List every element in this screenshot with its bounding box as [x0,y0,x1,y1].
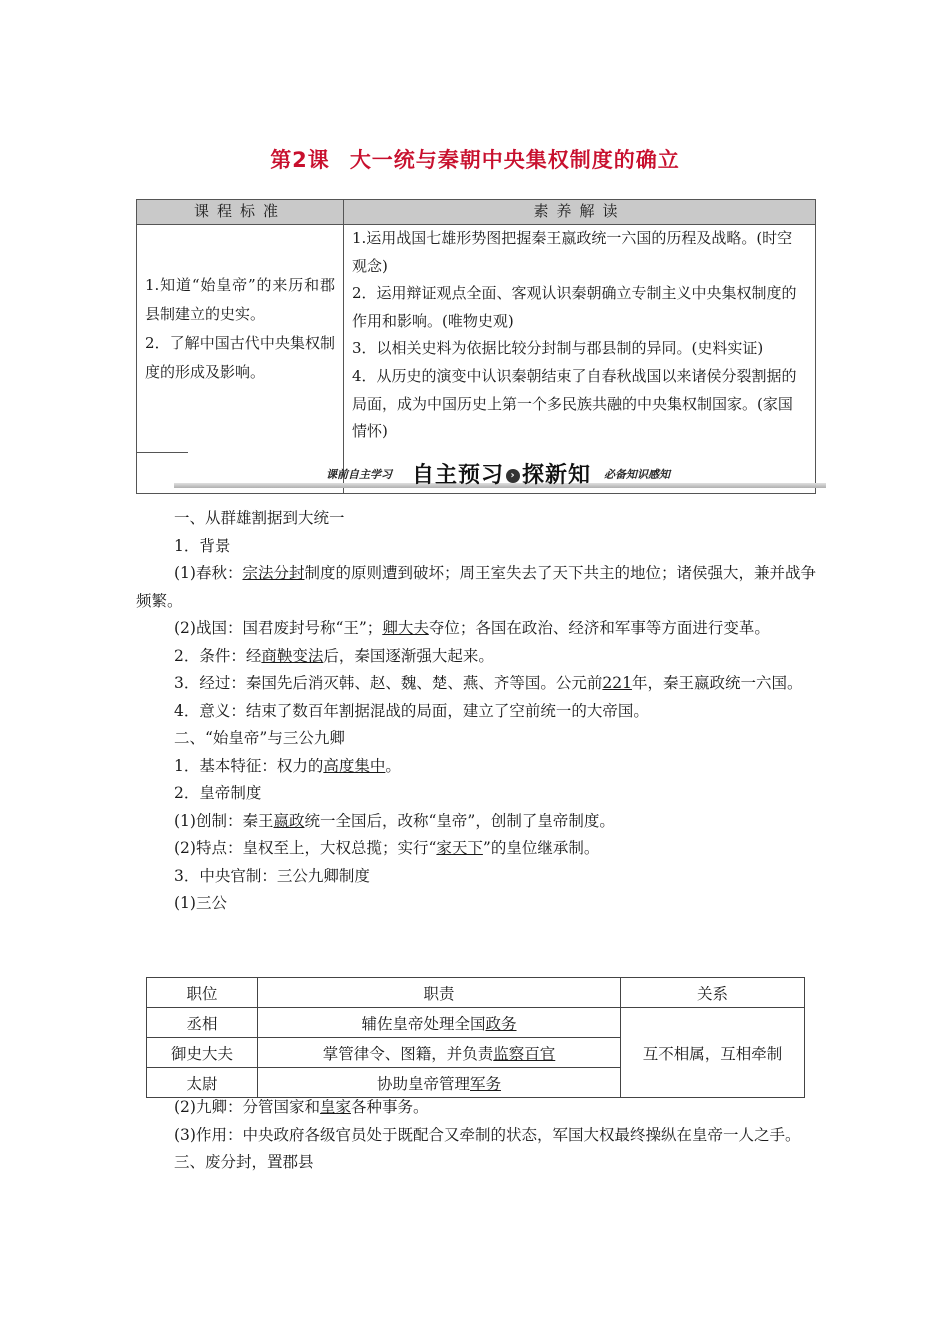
text: 辅佐皇帝处理全国 [361,1014,486,1033]
sec3-heading: 三、废分封，置郡县 [174,1153,314,1171]
blank-answer: 卿大夫 [382,619,429,637]
post-cell: 丞相 [147,1008,258,1038]
standard-item-2: 2．了解中国古代中央集权制度的形成及影响。 [145,334,335,381]
blank-answer: 家天下 [436,839,483,857]
text: (1)创制：秦王 [174,811,274,830]
sec1-chunqiu [136,560,816,615]
text: 掌管律令、图籍，并负责 [322,1044,494,1063]
sec2-trait [136,835,816,863]
blank-answer: 皇家 [319,1098,351,1116]
blank-answer: 监察百官 [493,1044,556,1063]
text: 统一全国后，改称“皇帝”，创制了皇帝制度。 [304,811,615,830]
sec2-jiuqing [136,1094,816,1122]
text: (1)春秋： [174,564,243,582]
relation-cell: 互不相属，互相牵制 [621,1008,805,1098]
text: 夺位；各国在政治、经济和军事等方面进行变革。 [428,619,770,637]
blank-answer: 宗法分封 [242,564,305,582]
blank-answer: 嬴政 [273,811,305,830]
sec1-background: 1．背景 [174,536,231,555]
text: 1．基本特征：权力的 [174,756,324,775]
literacy-item-2: 2．运用辩证观点全面、客观认识秦朝确立专制主义中央集权制度的作用和影响。(唯物史观) [352,284,797,330]
blank-answer: 政务 [485,1014,517,1033]
sec2-emperor-system: 2．皇帝制度 [174,784,262,802]
sec2-sangong: (1)三公 [174,894,227,912]
main-content [136,505,816,918]
text: 年，秦王嬴政统一六国。 [631,674,803,692]
text: 各种事务。 [350,1098,429,1116]
text: ”的皇位继承制。 [482,839,600,857]
col-header-duty: 职责 [258,978,621,1008]
banner-right-label: 必备知识感知 [604,468,670,481]
duty-cell [258,1068,621,1098]
literacy-item-1: 1.运用战国七雄形势图把握秦王嬴政统一六国的历程及战略。(时空观念) [352,229,793,275]
col-header-relation: 关系 [621,978,805,1008]
sec2-heading: 二、“始皇帝”与三公九卿 [174,729,345,747]
standards-header-row [137,200,816,225]
main-content-continued [136,1094,816,1177]
sec2-effect: (3)作用：中央政府各级官员处于既配合又牵制的状态，军国大权最终操纵在皇帝一人之手。 [174,1125,801,1144]
duty-cell [258,1008,621,1038]
banner-left-label: 课前自主学习 [326,468,392,481]
text: 后，秦国逐渐强大起来。 [323,646,494,665]
duty-cell [258,1038,621,1068]
blank-answer: 军务 [470,1074,502,1093]
table-row [147,1008,805,1038]
text: (2)特点：皇权至上，大权总揽；实行“ [174,839,437,857]
arrow-right-icon: › [506,469,520,483]
banner-title [412,458,591,489]
sec1-heading: 一、从群雄割据到大统一 [174,509,345,527]
blank-answer: 商鞅变法 [261,646,324,665]
text: (2)九卿：分管国家和 [174,1098,320,1116]
literacy-item-3: 3．以相关史料为依据比较分封制与郡县制的异同。(史料实证) [352,339,764,358]
sec2-feature [136,753,816,781]
lesson-number: 第2课 [270,148,330,172]
text: 3．经过：秦国先后消灭韩、赵、魏、楚、燕、齐等国。公元前 [174,674,603,692]
sec2-creation [136,808,816,836]
sec1-process [136,670,816,698]
text: 2．条件：经 [174,646,262,665]
blank-answer: 高度集中 [323,756,386,775]
sec1-condition [136,643,816,671]
col-header-post: 职位 [147,978,258,1008]
header-curriculum-standard: 课程标准 [137,200,344,225]
text: 。 [385,756,401,775]
text: (2)战国：国君废封号称“王”； [174,619,383,637]
text: 制度的原则遭到破坏；周王室失去了天下共主的地位；诸侯强大，兼并战争频繁。 [136,564,816,610]
curriculum-standards-table [136,199,816,494]
literacy-item-4: 4．从历史的演变中认识秦朝结束了自春秋战国以来诸侯分裂割据的局面，成为中国历史上第一个多民族共融的中央集权制国家。(家国情怀) [352,366,797,441]
standard-item-1: 1.知道“始皇帝”的来历和郡县制建立的史实。 [145,276,335,323]
sec1-significance: 4．意义：结束了数百年割据混战的局面，建立了空前统一的大帝国。 [174,701,649,720]
sec1-zhanguo [136,615,816,643]
header-literacy-interpretation: 素养解读 [344,200,816,225]
post-cell: 御史大夫 [147,1038,258,1068]
sec2-central-system: 3．中央官制：三公九卿制度 [174,866,370,885]
banner-title-part2: 探新知 [522,463,592,488]
lesson-name: 大一统与秦朝中央集权制度的确立 [349,148,680,172]
blank-answer: 221 [602,674,632,692]
page-title [0,144,950,174]
three-dukes-table [146,977,805,1098]
text: 协助皇帝管理 [376,1074,470,1093]
table-header-row [147,978,805,1008]
banner-line [136,452,188,453]
banner-title-part1: 自主预习 [412,463,505,488]
section-banner [136,452,826,492]
post-cell: 太尉 [147,1068,258,1098]
